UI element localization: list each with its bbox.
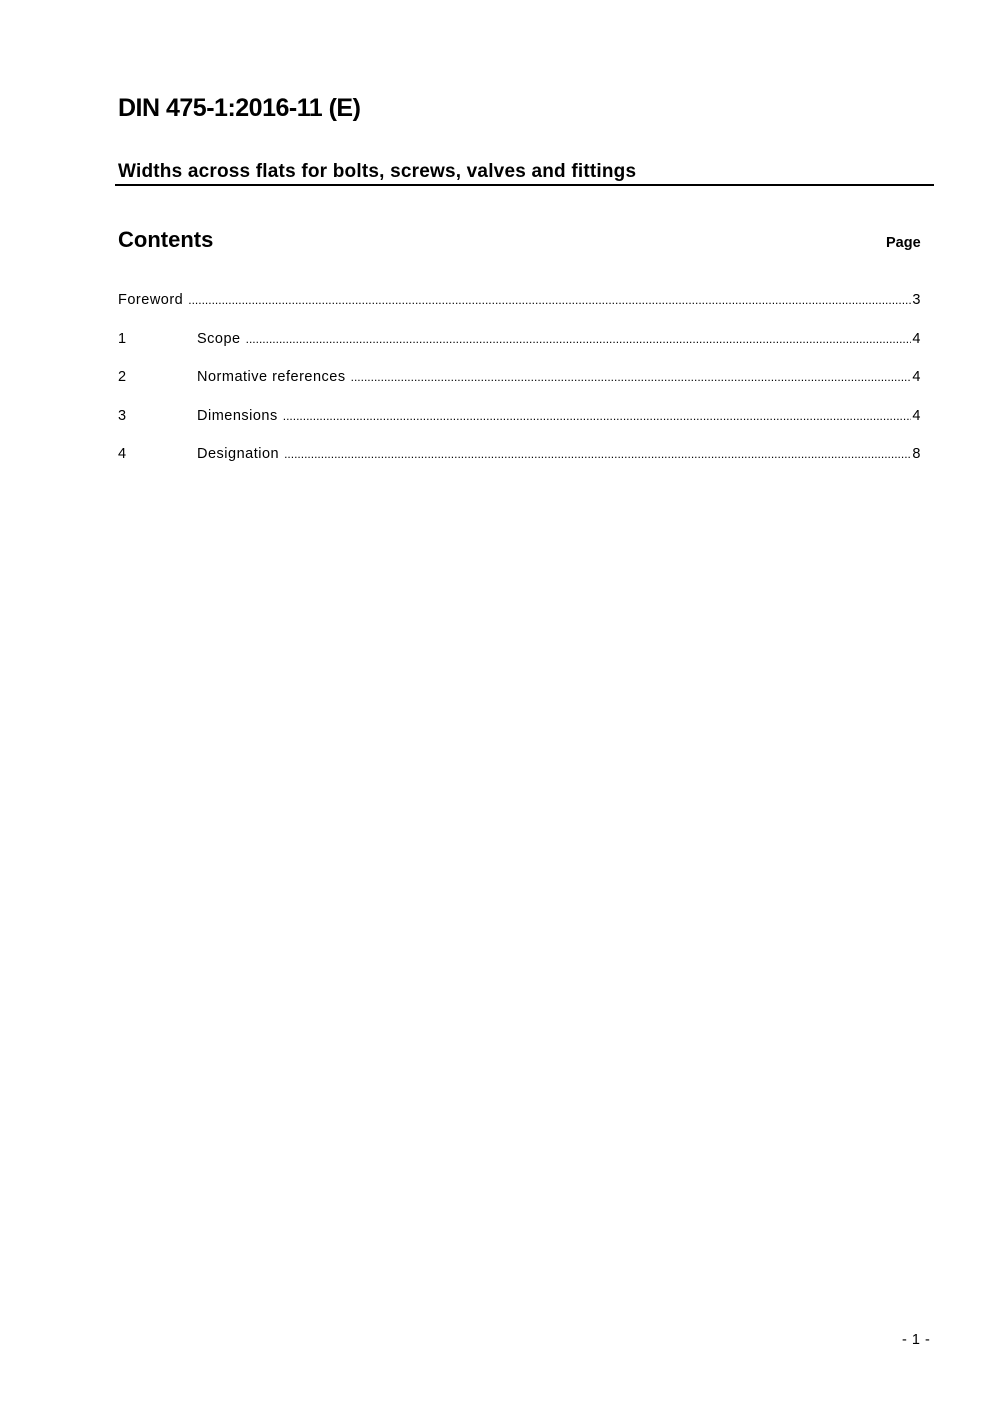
toc-dot-leader [284, 447, 911, 461]
toc-entry-title: Scope [197, 330, 241, 347]
toc-entry-foreword[interactable] [118, 292, 921, 331]
toc-dot-leader [351, 370, 912, 384]
toc-entry-normative-references[interactable] [118, 369, 921, 408]
toc-entry-title: Dimensions [197, 407, 278, 424]
toc-dot-leader [283, 409, 912, 423]
subtitle-block [115, 161, 934, 186]
toc-entry-dimensions[interactable] [118, 408, 921, 447]
toc-entry-number: 3 [118, 407, 127, 424]
toc-entry-page: 4 [912, 330, 921, 347]
toc-entry-page: 4 [912, 407, 921, 424]
table-of-contents [118, 292, 921, 485]
toc-entry-scope[interactable] [118, 331, 921, 370]
toc-entry-page: 8 [912, 446, 921, 462]
toc-entry-number: 1 [118, 330, 127, 347]
page-column-label: Page [886, 235, 921, 251]
contents-heading: Contents [118, 227, 214, 252]
toc-dot-leader [188, 293, 911, 307]
toc-entry-number: 4 [118, 446, 127, 462]
toc-dot-leader [246, 332, 912, 346]
toc-entry-title: Normative references [197, 369, 346, 385]
toc-entry-title: Foreword [118, 292, 184, 308]
page-number: - 1 - [902, 1332, 931, 1348]
toc-entry-page: 4 [912, 369, 921, 385]
toc-entry-number: 2 [118, 369, 127, 385]
toc-entry-designation[interactable] [118, 446, 921, 485]
toc-entry-page: 3 [912, 292, 921, 308]
document-subtitle: Widths across flats for bolts, screws, valves and fittings [118, 161, 637, 182]
document-title: DIN 475-1:2016-11 (E) [118, 94, 361, 122]
toc-entry-title: Designation [197, 446, 280, 462]
